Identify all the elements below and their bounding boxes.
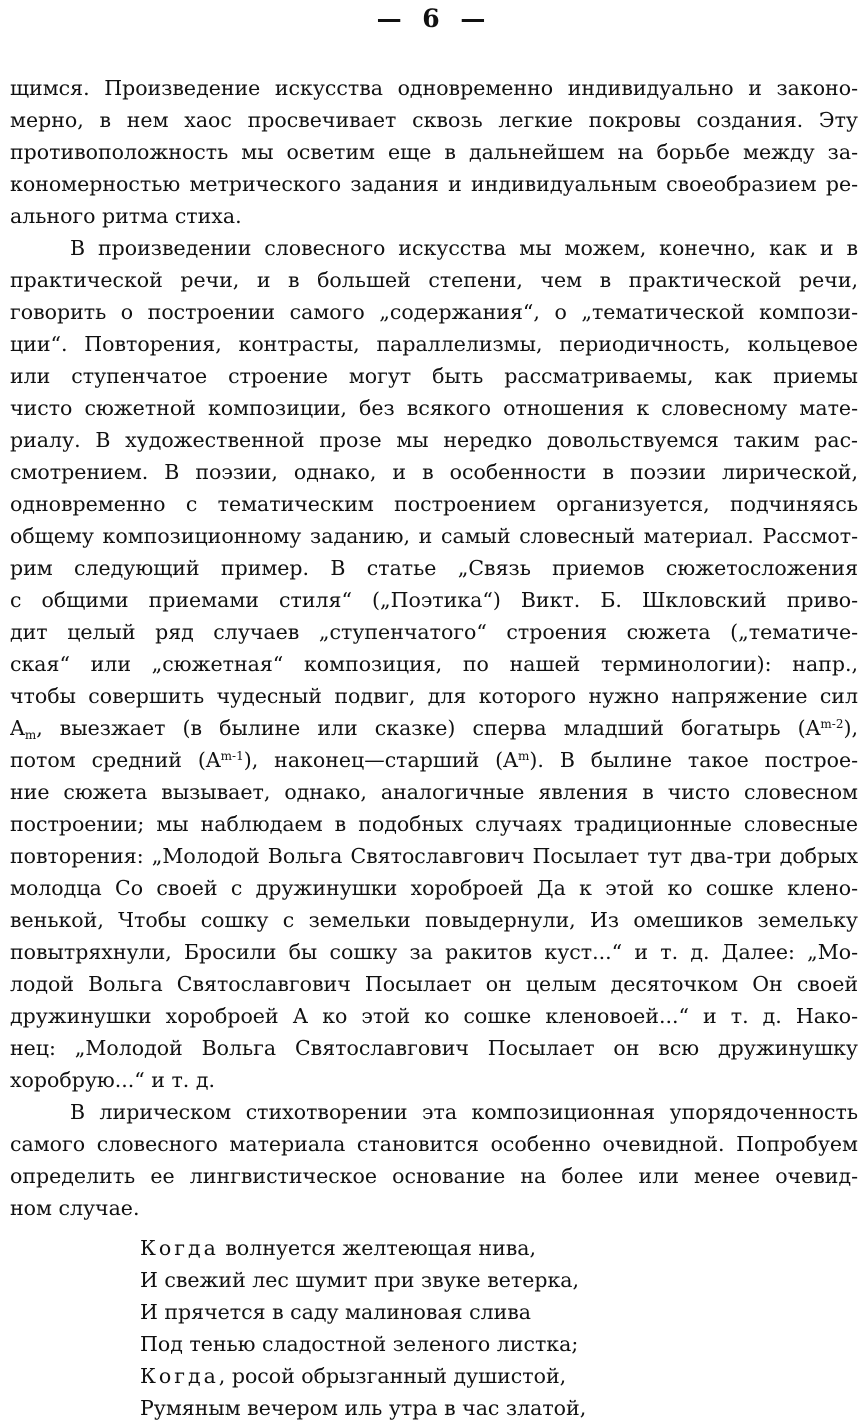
- verse-emphasis: Когда: [140, 1236, 219, 1260]
- text-line: чтобы совершить чудесный подвиг, для которого нужно напряжение сил: [10, 684, 858, 708]
- verse-line: [140, 1392, 586, 1424]
- text-line: нец: „Молодой Вольга Святославгович Посылает он всю дружинушку: [10, 1036, 858, 1060]
- verse-line: [140, 1360, 566, 1392]
- text-line: щимся. Произведение искусства одновременно индивидуально и законо-: [10, 76, 858, 100]
- text-line: ном случае.: [10, 1196, 140, 1220]
- text-line: чисто сюжетной композиции, без всякого отношения к словесному мате-: [10, 396, 858, 420]
- text-line: повторения: „Молодой Вольга Святославгович Посылает тут два-три добрых: [10, 844, 858, 868]
- text-line: ние сюжета вызывает, однако, аналогичные явления в чисто словесном: [10, 780, 858, 804]
- text-line: говорить о построении самого „содержания“, о „тематической компози-: [10, 300, 858, 324]
- text-line: практической речи, и в большей степени, чем в практической речи,: [10, 268, 858, 292]
- text-line: дружинушки хороброей А ко этой ко сошке кленовоей...“ и т. д. Нако-: [10, 1004, 858, 1028]
- text-line: самого словесного материала становится особенно очевидной. Попробуем: [10, 1132, 858, 1156]
- text-line: ции“. Повторения, контрасты, параллелизмы, периодичность, кольцевое: [10, 332, 858, 356]
- text-line: В произведении словесного искусства мы можем, конечно, как и в: [70, 236, 858, 260]
- verse-text: Под тенью сладостной зеленого листка;: [140, 1332, 579, 1356]
- text-line-with-formula: [10, 712, 858, 744]
- text-line: с общими приемами стиля“ („Поэтика“) Викт. Б. Шкловский приво-: [10, 588, 858, 612]
- text-line: рим следующий пример. В статье „Связь приемов сюжетосложения: [10, 556, 858, 580]
- verse-line: [140, 1232, 536, 1264]
- text-line: общему композиционному заданию, и самый словесный материал. Рассмот-: [10, 524, 858, 548]
- verse-emphasis: Когда: [140, 1364, 219, 1388]
- verse-line: [140, 1296, 531, 1328]
- text-fragment: , выезжает (в былине или сказке) сперва младший богатырь (A: [36, 716, 821, 740]
- text-line: риалу. В художественной прозе мы нередко довольствуемся таким рас-: [10, 428, 858, 452]
- text-line: мерно, в нем хаос просвечивает сквозь легкие покровы создания. Эту: [10, 108, 858, 132]
- text-line: повытряхнули, Бросили бы сошку за ракитов куст...“ и т. д. Далее: „Мо-: [10, 940, 858, 964]
- text-line: построении; мы наблюдаем в подобных случаях традиционные словесные: [10, 812, 858, 836]
- text-fragment: потом средний (A: [10, 748, 221, 772]
- text-line: определить ее лингвистическое основание на более или менее очевид-: [10, 1164, 858, 1188]
- text-line: кономерностью метрического задания и индивидуальным своеобразием ре-: [10, 172, 858, 196]
- formula-superscript: m-2: [820, 717, 844, 731]
- verse-text: Румяным вечером иль утра в час златой,: [140, 1396, 587, 1420]
- text-line: или ступенчатое строение могут быть рассматриваемы, как приемы: [10, 364, 858, 388]
- formula-superscript: m: [517, 749, 530, 763]
- verse-text: И прячется в саду малиновая слива: [140, 1300, 532, 1324]
- formula-subscript: m: [24, 728, 37, 742]
- text-line: смотрением. В поэзии, однако, и в особенности в поэзии лирической,: [10, 460, 858, 484]
- verse-line: [140, 1328, 578, 1360]
- formula-superscript: m-1: [220, 749, 244, 763]
- text-line: хоробрую...“ и т. д.: [10, 1068, 215, 1092]
- text-line: молодца Со своей с дружинушки хороброей Да к этой ко сошке клено-: [10, 876, 858, 900]
- text-fragment: ). В былине такое построе-: [529, 748, 858, 772]
- text-fragment: ), наконец—старший (A: [243, 748, 518, 772]
- text-line: лодой Вольга Святославгович Посылает он целым десяточком Он своей: [10, 972, 858, 996]
- text-line: ская“ или „сюжетная“ композиция, по нашей терминологии): напр.,: [10, 652, 858, 676]
- page-number: — 6 —: [376, 4, 492, 33]
- text-line: В лирическом стихотворении эта композиционная упорядоченность: [70, 1100, 858, 1124]
- verse-line: [140, 1264, 579, 1296]
- text-line-with-formula: [10, 744, 858, 776]
- text-line: дит целый ряд случаев „ступенчатого“ строения сюжета („тематиче-: [10, 620, 858, 644]
- text-line: одновременно с тематическим построением организуется, подчиняясь: [10, 492, 858, 516]
- formula-a: A: [10, 716, 25, 740]
- text-line: противоположность мы осветим еще в дальнейшем на борьбе между за-: [10, 140, 858, 164]
- verse-text: волнуется желтеющая нива,: [218, 1236, 537, 1260]
- verse-text: , росой обрызганный душистой,: [218, 1364, 567, 1388]
- text-line: ального ритма стиха.: [10, 204, 242, 228]
- text-line: венькой, Чтобы сошку с земельки повыдернули, Из омешиков земельку: [10, 908, 858, 932]
- verse-text: И свежий лес шумит при звуке ветерка,: [140, 1268, 580, 1292]
- text-fragment: ),: [843, 716, 858, 740]
